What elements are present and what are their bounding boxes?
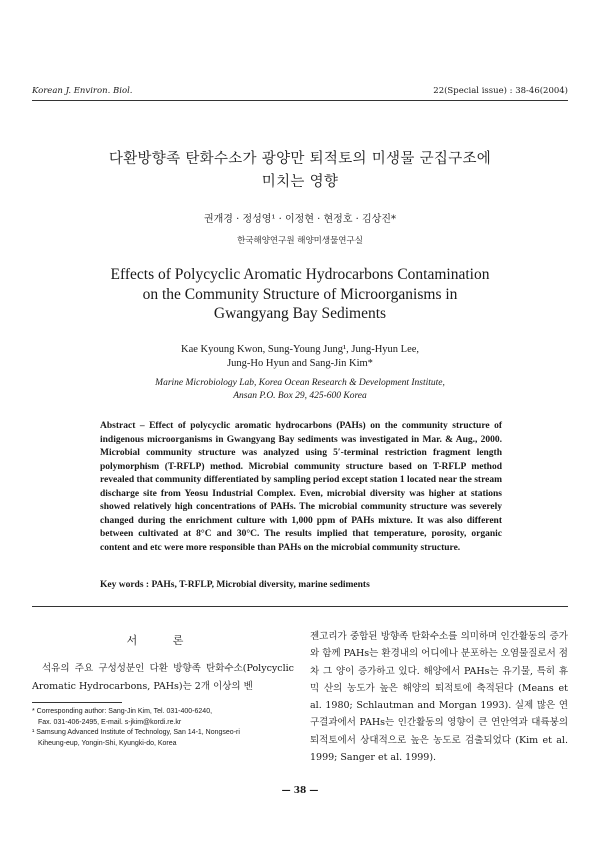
footnote-affiliation-cont: Kiheung-eup, Yongin-Shi, Kyungki-do, Korea [38,739,177,747]
footnote-corresponding: * Corresponding author: Sang-Jin Kim, Tel. 031-400-6240, [32,708,213,715]
abstract: Abstract – Effect of polycyclic aromatic hydrocarbons (PAHs) on the community structure of indigenous microorganisms in Gwangyang Bay sediments was investigated in Mar. & Aug., 2000. Microbial community structure was analyzed using 5′-terminal restriction fragment length polymorphism (T-RFLP) method. Microbial community structure based on T-RFLP method revealed that community differentiated by sampling period except station 1 located near the stream discharge site from Yeosu Industrial Complex. Even, microbial diversity was higher at stations showed relatively high concentrations of PAHs. The microbial community structure was severely changed during the enrichment culture with 1,000 ppm of PAHs mixture. It was also different between cultivated at 8°C and 30°C. The results implied that temperature, porosity, organic content and etc were more responsible than PAHs on the microbial community structure. [100,421,502,553]
english-affiliation [0,377,600,403]
english-title-line-1: Effects of Polycyclic Aromatic Hydrocarbons Contamination [110,266,490,283]
english-title-line-2: on the Community Structure of Microorganisms in [142,285,458,303]
footnotes [32,707,294,749]
korean-title-line-1: 다환방향족 탄화수소가 광양만 퇴적토의 미생물 군집구조에 [108,151,492,167]
section-heading: 서 론 [126,634,200,647]
intro-paragraph-left: 석유의 주요 구성성분인 다환 방향족 탄화수소(Polycyclic Aromatic Hydrocarbons, PAHs)는 2개 이상의 벤 [32,663,294,692]
issue-info: 22(Special issue) : 38-46(2004) [433,86,568,96]
footnote-affiliation: ¹ Samsung Advanced Institute of Technology, San 14-1, Nongseo-ri [32,729,240,736]
intro-paragraph-right: 젠고리가 중합된 방향족 탄화수소를 의미하며 인간활동의 증가와 함께 PAHs는 환경내의 어디에나 분포하는 오염물질로서 점차 그 양이 증가하고 있다. 해양에서 PAHs는 유기물, 특히 휴믹 산의 농도가 높은 해양의 퇴적토에 축적된다 (Means et al. 1980; Schlautman and Morgan 1993). 실제 많은 연구결과에서 PAHs는 인간활동의 영향이 큰 연안역과 대륙붕의 퇴적토에서 상대적으로 높은 농도로 검출되었다 (Kim et al. 1999; Sanger et al. 1999). [310,631,568,764]
footnote-rule [32,702,122,703]
english-affiliation-line-2: Ansan P.O. Box 29, 425-600 Korea [233,391,367,401]
korean-affiliation: 한국해양연구원 해양미생물연구실 [237,236,363,246]
english-authors [0,343,600,371]
journal-name: Korean J. Environ. Biol. [32,86,133,96]
english-affiliation-line-1: Marine Microbiology Lab, Korea Ocean Research & Development Institute, [155,378,445,388]
page-number: — 38 — [281,786,319,796]
english-title [0,265,600,324]
left-column [32,632,294,749]
running-head [32,86,568,96]
korean-authors: 권개경 · 정성영¹ · 이정현 · 현정호 · 김상진* [203,214,397,225]
footnote-fax: Fax. 031-406-2495, E-mail. s-jkim@kordi.re.kr [38,718,182,726]
english-authors-line-1: Kae Kyoung Kwon, Sung-Young Jung¹, Jung-Hyun Lee, [180,344,420,355]
korean-title-line-2: 미치는 영향 [261,174,339,190]
keywords: Key words : PAHs, T-RFLP, Microbial diversity, marine sediments [100,580,370,590]
english-title-line-3: Gwangyang Bay Sediments [213,305,387,322]
abstract-rule [32,606,568,607]
korean-title [0,148,600,194]
english-authors-line-2: Jung-Ho Hyun and Sang-Jin Kim* [227,358,373,369]
header-rule [32,100,568,101]
